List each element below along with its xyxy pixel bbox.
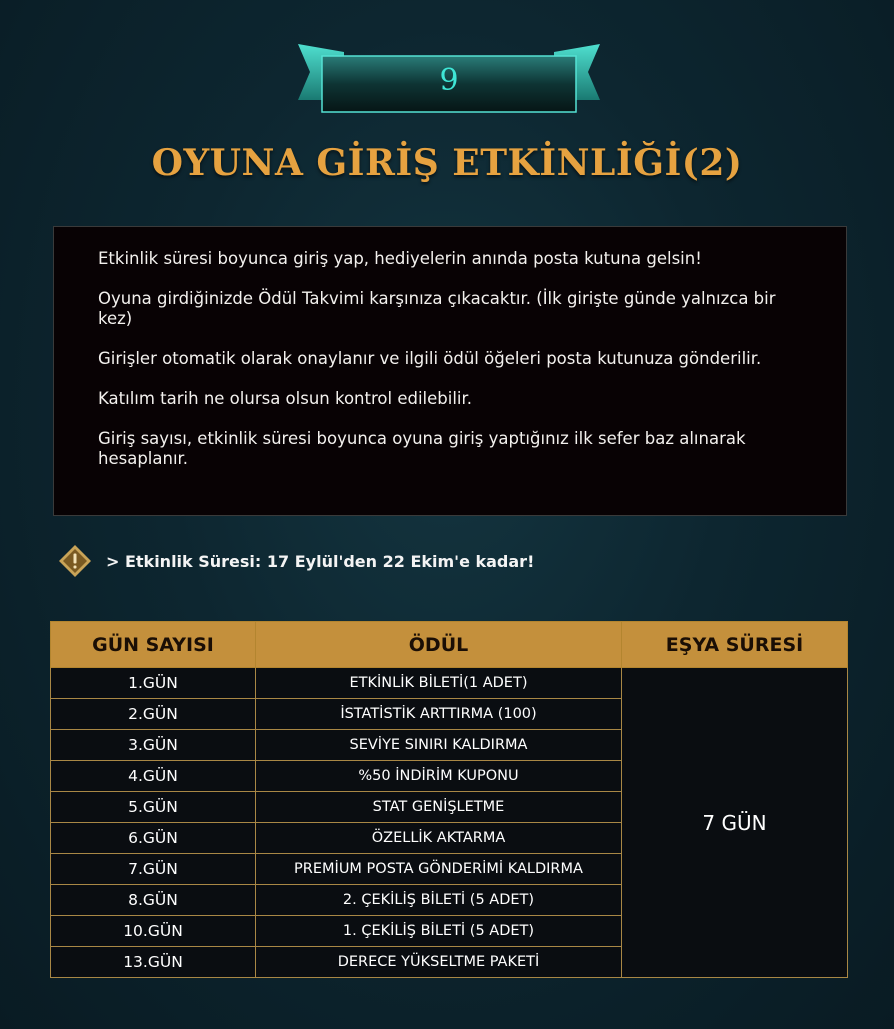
- header-day-count: GÜN SAYISI: [51, 622, 256, 668]
- reward-cell: SEVİYE SINIRI KALDIRMA: [256, 730, 622, 761]
- description-paragraph: Giriş sayısı, etkinlik süresi boyunca oyuna giriş yaptığınız ilk sefer baz alınarak hesaplanır.: [98, 429, 746, 468]
- header-item-duration: EŞYA SÜRESİ: [622, 622, 848, 668]
- description-paragraph: Girişler otomatik olarak onaylanır ve ilgili ödül öğeleri posta kutunuza gönderilir.: [98, 349, 762, 368]
- reward-cell: 1. ÇEKİLİŞ BİLETİ (5 ADET): [256, 916, 622, 947]
- event-period: [58, 544, 534, 578]
- reward-cell: 2. ÇEKİLİŞ BİLETİ (5 ADET): [256, 885, 622, 916]
- description-paragraph: Etkinlik süresi boyunca giriş yap, hediyelerin anında posta kutuna gelsin!: [98, 249, 702, 268]
- day-cell: 2.GÜN: [51, 699, 256, 730]
- day-cell: 10.GÜN: [51, 916, 256, 947]
- rewards-table: [50, 621, 848, 978]
- warning-diamond-icon: [58, 544, 92, 578]
- reward-cell: ETKİNLİK BİLETİ(1 ADET): [256, 668, 622, 699]
- day-cell: 6.GÜN: [51, 823, 256, 854]
- reward-cell: DERECE YÜKSELTME PAKETİ: [256, 947, 622, 978]
- header-reward: ÖDÜL: [256, 622, 622, 668]
- day-cell: 3.GÜN: [51, 730, 256, 761]
- event-period-text: > Etkinlik Süresi: 17 Eylül'den 22 Ekim'e kadar!: [106, 551, 535, 571]
- ribbon-day-number: 9: [439, 62, 459, 98]
- reward-cell: %50 İNDİRİM KUPONU: [256, 761, 622, 792]
- table-row: [51, 668, 848, 699]
- item-duration-cell: 7 GÜN: [622, 668, 848, 978]
- day-cell: 13.GÜN: [51, 947, 256, 978]
- day-cell: 4.GÜN: [51, 761, 256, 792]
- page-title: OYUNA GİRİŞ ETKİNLİĞİ(2): [151, 142, 743, 184]
- reward-cell: İSTATİSTİK ARTTIRMA (100): [256, 699, 622, 730]
- reward-cell: STAT GENİŞLETME: [256, 792, 622, 823]
- event-description-box: [53, 226, 847, 516]
- day-cell: 7.GÜN: [51, 854, 256, 885]
- day-ribbon-banner: [296, 42, 602, 116]
- reward-cell: ÖZELLİK AKTARMA: [256, 823, 622, 854]
- table-header-row: [51, 622, 848, 668]
- description-paragraph: Oyuna girdiğinizde Ödül Takvimi karşınıza çıkacaktır. (İlk girişte günde yalnızca bir kez): [98, 289, 776, 328]
- day-cell: 1.GÜN: [51, 668, 256, 699]
- day-cell: 5.GÜN: [51, 792, 256, 823]
- day-cell: 8.GÜN: [51, 885, 256, 916]
- description-paragraph: Katılım tarih ne olursa olsun kontrol edilebilir.: [98, 389, 473, 408]
- reward-cell: PREMİUM POSTA GÖNDERİMİ KALDIRMA: [256, 854, 622, 885]
